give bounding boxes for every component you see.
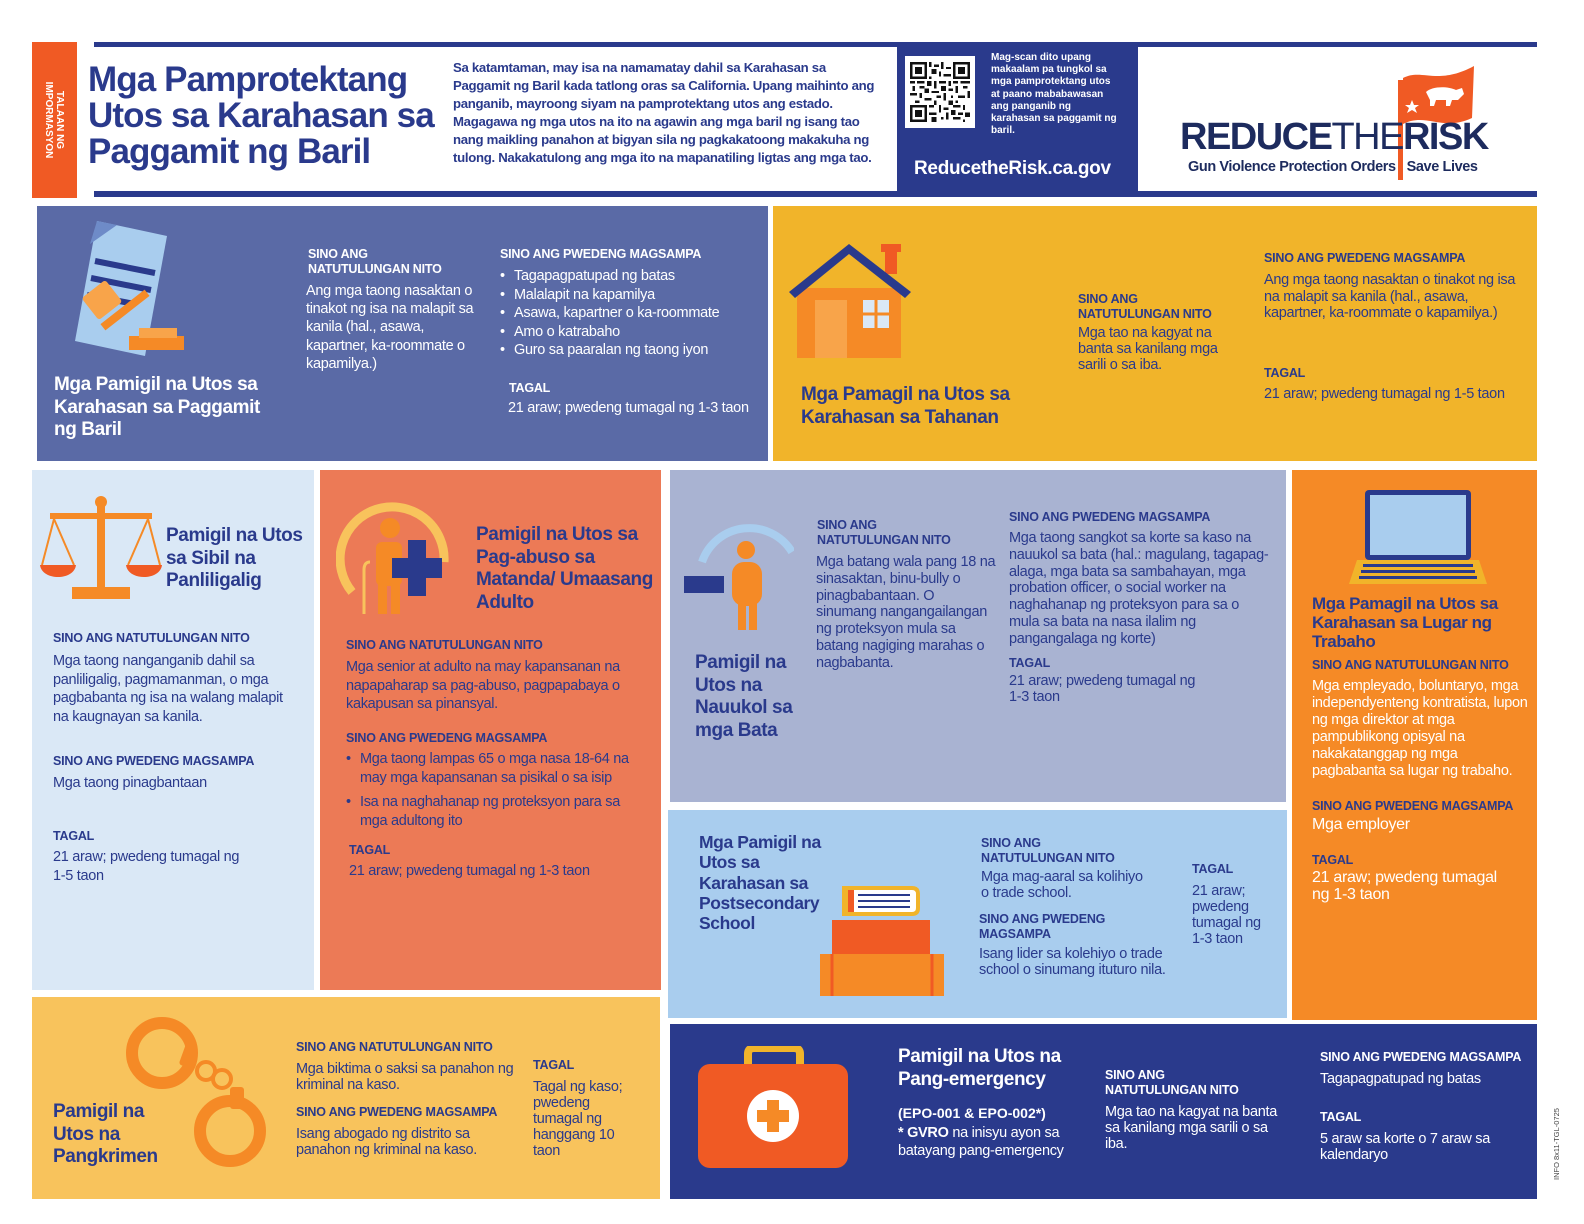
- emergency-note-text: na inisyu ayon sa batayang pang-emergency: [898, 1125, 1064, 1159]
- juvenile-helped-label: SINO ANG NATUTULUNGAN NITO: [817, 518, 951, 547]
- form-code: INFO 8x11-TGL-0725: [1552, 1108, 1561, 1180]
- list-item: • Malalapit na kapamilya: [500, 286, 760, 305]
- page-title: [88, 62, 448, 170]
- tab-line-1: TALAAN NG: [54, 90, 65, 150]
- gvro-duration-label: TAGAL: [509, 381, 551, 395]
- emergency-helped-label: SINO ANG NATUTULUNGAN NITO: [1105, 1068, 1239, 1097]
- panel-civil-harassment: [32, 470, 314, 990]
- workplace-duration: 21 araw; pwedeng tumagal ng 1-3 taon: [1312, 869, 1497, 903]
- criminal-file-text: Isang abogado ng distrito sa panahon ng kriminal na kaso.: [296, 1126, 478, 1158]
- list-item: • Mga taong lampas 65 o mga nasa 18-64 na may mga kapansanan sa pisikal o sa isip: [346, 750, 646, 787]
- emergency-note: [898, 1125, 1088, 1160]
- dv-helped-label: SINO ANG NATUTULUNGAN NITO: [1078, 292, 1212, 321]
- school-title: Mga Pamigil na Utos sa Karahasan sa Postsecondary School: [699, 832, 821, 934]
- panel-workplace: [1292, 470, 1537, 1020]
- civil-duration: 21 araw; pwedeng tumagal ng 1-5 taon: [53, 849, 240, 884]
- criminal-helped-text: Mga biktima o saksi sa panahon ng kriminal na kaso.: [296, 1061, 514, 1093]
- school-helped-label: SINO ANG NATUTULUNGAN NITO: [981, 836, 1115, 865]
- gvro-file-label: SINO ANG PWEDENG MAGSAMPA: [500, 247, 702, 261]
- list-item: • Amo o katrabaho: [500, 323, 760, 342]
- info-sheet-tab: [32, 42, 77, 198]
- school-file-label: SINO ANG PWEDENG MAGSAMPA: [979, 912, 1106, 941]
- criminal-helped-label: SINO ANG NATUTULUNGAN NITO: [296, 1040, 493, 1054]
- dv-file-label: SINO ANG PWEDENG MAGSAMPA: [1264, 251, 1466, 265]
- list-item: • Guro sa paaralan ng taong iyon: [500, 341, 760, 360]
- elder-helped-label: SINO ANG NATUTULUNGAN NITO: [346, 638, 543, 652]
- list-item: • Isa na naghahanap ng proteksyon para sa mga adultong ito: [346, 793, 646, 830]
- books-icon: [818, 880, 948, 998]
- emergency-codes: (EPO-001 & EPO-002*): [898, 1105, 1046, 1121]
- elder-helped-text: Mga senior at adulto na may kapansanan na napapaharap sa pag-abuso, pagpapabaya o kakapusan sa pinansyal.: [346, 659, 620, 712]
- emergency-helped-text: Mga tao na kagyat na banta sa kanilang mga sarili o sa iba.: [1105, 1104, 1277, 1152]
- juvenile-duration-label: TAGAL: [1009, 656, 1051, 670]
- civil-helped-text: Mga taong nanganganib dahil sa panliligalig, pagmamanman, o mga pagbabanta ng isa na walang malapit na kaugnayan sa kanila.: [53, 653, 283, 725]
- gvro-title: Mga Pamigil na Utos sa Karahasan sa Paggamit ng Baril: [54, 374, 260, 440]
- panel-postsecondary: [668, 810, 1287, 1018]
- tab-line-2: IMPORMASYON: [43, 81, 54, 159]
- elder-title: Pamigil na Utos sa Pag-abuso sa Matanda/ Umaasang Adulto: [476, 524, 653, 613]
- juvenile-duration: 21 araw; pwedeng tumagal ng 1-3 taon: [1009, 673, 1196, 705]
- criminal-title: Pamigil na Utos na Pangkrimen: [53, 1101, 158, 1167]
- school-file-text: Isang lider sa kolehiyo o trade school o sinumang ituturo nila.: [979, 946, 1166, 978]
- criminal-duration-label: TAGAL: [533, 1058, 575, 1072]
- emergency-duration-label: TAGAL: [1320, 1110, 1362, 1124]
- title-line-2: Utos sa Karahasan sa: [88, 96, 434, 135]
- qr-box: [897, 42, 1138, 191]
- emergency-duration: 5 araw sa korte o 7 araw sa kalendaryo: [1320, 1131, 1491, 1163]
- dv-file-text: Ang mga taong nasaktan o tinakot ng isa na malapit sa kanila (hal., asawa, kapartner, ka-roommate o kapamilya.): [1264, 272, 1516, 321]
- reduce-the-risk-logo: [1180, 117, 1488, 157]
- civil-helped-label: SINO ANG NATUTULUNGAN NITO: [53, 631, 250, 645]
- school-duration: 21 araw; pwedeng tumagal ng 1-3 taon: [1192, 883, 1261, 947]
- emergency-title: Pamigil na Utos na Pang-emergency: [898, 1046, 1061, 1090]
- first-aid-kit-icon: [698, 1046, 850, 1170]
- list-item: • Tagapagpatupad ng batas: [500, 267, 760, 286]
- dv-helped-text: Mga tao na kagyat na banta sa kanilang mga sarili o sa iba.: [1078, 325, 1218, 373]
- elder-duration: 21 araw; pwedeng tumagal ng 1-3 taon: [349, 863, 590, 879]
- juvenile-file-text: Mga taong sangkot sa korte sa kaso na nauukol sa bata (hal.: magulang, tagapag-alaga, mga bata sa sambahayan, mga probation officer, o social worker na naghahanap ng proteksyon para sa o mula sa bata na nasa ilalim ng pangangalaga ng korte): [1009, 530, 1269, 647]
- school-helped-text: Mga mag-aaral sa kolihiyo o trade school.: [981, 869, 1143, 901]
- gvro-file-list: [500, 267, 760, 360]
- panel-emergency: [670, 1024, 1537, 1199]
- civil-title: Pamigil na Utos sa Sibil na Panliligalig: [166, 525, 303, 591]
- qr-caption: Mag-scan dito upang makaalam pa tungkol sa mga pamprotektang utos at paano mababawasan ang panganib ng karahasan sa paggamit ng baril.: [991, 52, 1117, 137]
- tagline-part-a: Gun Violence Protection Orders: [1188, 159, 1396, 175]
- workplace-title: Mga Pamagil na Utos sa Karahasan sa Lugar ng Trabaho: [1312, 594, 1498, 651]
- logo-risk: RISK: [1402, 116, 1488, 158]
- workplace-duration-label: TAGAL: [1312, 853, 1354, 867]
- workplace-helped-text: Mga empleyado, boluntaryo, mga independyenteng kontratista, lupon ng mga direktor at mga pampublikong opisyal na nakakatanggap ng mga pagbabanta sa lugar ng trabaho.: [1312, 678, 1528, 779]
- emergency-note-bold: * GVRO: [898, 1125, 949, 1141]
- child-icon: [682, 508, 794, 634]
- panel-juvenile: [670, 470, 1286, 802]
- civil-file-text: Mga taong pinagbantaan: [53, 775, 207, 791]
- elder-duration-label: TAGAL: [349, 843, 391, 857]
- top-rule: [94, 42, 1537, 47]
- workplace-helped-label: SINO ANG NATUTULUNGAN NITO: [1312, 658, 1509, 672]
- logo-the: THE: [1331, 116, 1403, 158]
- tagline-part-b: Save Lives: [1406, 159, 1478, 175]
- document-gavel-icon: [57, 216, 187, 366]
- house-icon: [787, 242, 917, 362]
- workplace-file-text: Mga employer: [1312, 816, 1410, 833]
- workplace-file-label: SINO ANG PWEDENG MAGSAMPA: [1312, 799, 1514, 813]
- emergency-file-label: SINO ANG PWEDENG MAGSAMPA: [1320, 1050, 1522, 1064]
- logo-tagline: [1188, 159, 1478, 175]
- civil-file-label: SINO ANG PWEDENG MAGSAMPA: [53, 754, 255, 768]
- dv-duration-label: TAGAL: [1264, 366, 1306, 380]
- dv-duration: 21 araw; pwedeng tumagal ng 1-5 taon: [1264, 386, 1505, 402]
- title-line-3: Paggamit ng Baril: [88, 132, 371, 171]
- gvro-helped-label: SINO ANG NATUTULUNGAN NITO: [308, 247, 442, 276]
- civil-duration-label: TAGAL: [53, 829, 95, 843]
- intro-paragraph: Sa katamtaman, may isa na namamatay dahil sa Karahasan sa Paggamit ng Baril kada tatlong oras sa California. Upang maihinto ang panganib, mayroong siyam na pamprotektang utos ang estado. Magagawa ng mga utos na ito na agawin ang mga baril ng isang tao nang maikling panahon at bigyan sila ng pagkakatoong makakuha ng tulong. Nakakatulong ang mga ito na mapanatiling ligtas ang mga tao.: [453, 60, 875, 165]
- juvenile-helped-text: Mga batang wala pang 18 na sinasaktan, binu-bully o pinagbabantaan. O sinumang nangangailangan ng proteksyon mula sa batang nagiging marahas o nagbabanta.: [816, 554, 996, 671]
- juvenile-file-label: SINO ANG PWEDENG MAGSAMPA: [1009, 510, 1211, 524]
- panel-domestic-violence: [773, 206, 1537, 461]
- logo-reduce: REDUCE: [1180, 116, 1332, 158]
- site-url[interactable]: ReducetheRisk.ca.gov: [914, 158, 1111, 179]
- bottom-rule: [94, 191, 1537, 197]
- scales-icon: [40, 495, 162, 605]
- school-duration-label: TAGAL: [1192, 862, 1234, 876]
- gvro-duration: 21 araw; pwedeng tumagal ng 1-3 taon: [508, 400, 749, 416]
- elder-file-list: [346, 750, 646, 830]
- elder-file-label: SINO ANG PWEDENG MAGSAMPA: [346, 731, 548, 745]
- laptop-icon: [1347, 488, 1487, 588]
- elder-cane-icon: [336, 492, 454, 616]
- panel-gun-violence: [37, 206, 768, 461]
- criminal-file-label: SINO ANG PWEDENG MAGSAMPA: [296, 1105, 498, 1119]
- list-item: • Asawa, kapartner o ka-roommate: [500, 304, 760, 323]
- dv-title: Mga Pamagil na Utos sa Karahasan sa Tahanan: [801, 384, 1010, 428]
- title-line-1: Mga Pamprotektang: [88, 60, 408, 99]
- emergency-file-text: Tagapagpatupad ng batas: [1320, 1071, 1481, 1087]
- juvenile-title: Pamigil na Utos na Nauukol sa mga Bata: [695, 652, 793, 741]
- qr-code-icon[interactable]: [905, 56, 975, 128]
- panel-criminal: [32, 997, 660, 1199]
- gvro-helped-text: Ang mga taong nasaktan o tinakot ng isa na malapit sa kanila (hal., asawa, kapartner, ka-roommate o kapamilya.): [306, 283, 474, 372]
- panel-elder-abuse: [320, 470, 661, 990]
- criminal-duration: Tagal ng kaso; pwedeng tumagal ng hanggang 10 taon: [533, 1079, 623, 1159]
